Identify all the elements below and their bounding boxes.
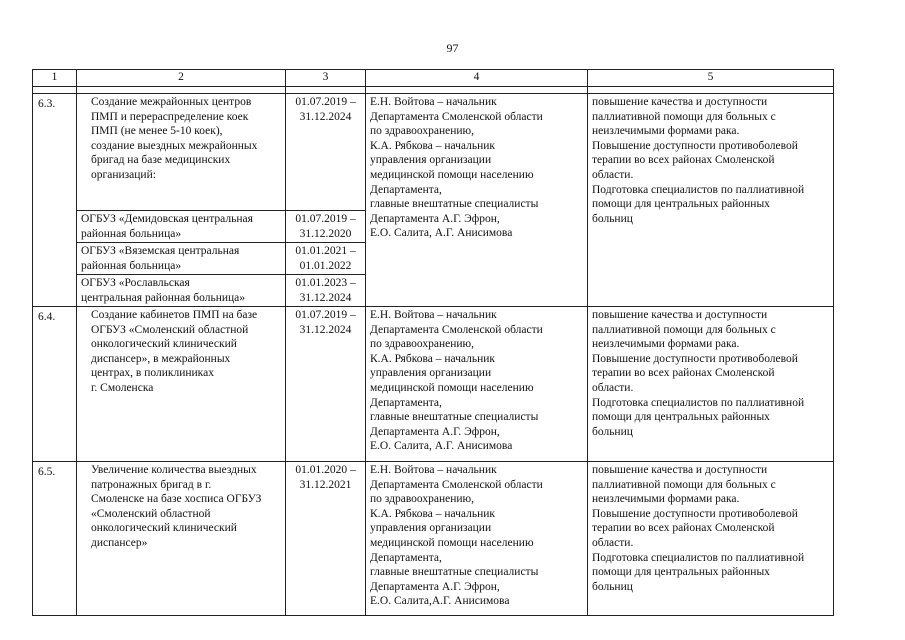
activity-line: онкологический клинический	[91, 338, 237, 351]
activity-line: Увеличение количества выездных	[91, 464, 257, 476]
header-cell: 3	[286, 70, 366, 87]
table-row	[33, 94, 834, 211]
result-line: больниц	[592, 580, 633, 593]
responsible-line: управления организации	[370, 522, 492, 535]
date-end: 31.12.2020	[299, 227, 352, 240]
responsible-line: Департамента А.Г. Эфрон,	[370, 425, 500, 438]
page-number: 97	[446, 41, 459, 55]
responsible-line: главные внештатные специалисты	[370, 411, 539, 424]
plan-table	[32, 69, 834, 616]
result-cell	[588, 307, 834, 462]
sub-activity-cell	[77, 275, 286, 307]
responsible-line: главные внештатные специалисты	[370, 198, 539, 211]
row-number: 6.4.	[33, 307, 77, 462]
result-line: Подготовка специалистов по паллиативной	[592, 396, 805, 409]
result-line: неизлечимыми формами рака.	[592, 125, 740, 138]
activity-cell	[77, 307, 286, 462]
date-end: 31.12.2024	[299, 291, 352, 304]
responsible-line: Департамента,	[370, 396, 442, 409]
activity-line: бригад на базе медицинских	[91, 154, 231, 167]
result-line: Подготовка специалистов по паллиативной	[592, 183, 805, 196]
activity-line: центрах, в поликлиниках	[91, 367, 214, 380]
result-line: повышение качества и доступности	[592, 96, 768, 108]
row-number: 6.3.	[33, 94, 77, 307]
responsible-line: Департамента Смоленской области	[370, 110, 543, 123]
responsible-line: Е.О. Салита,А.Г. Анисимова	[370, 595, 510, 608]
date-end: 31.12.2024	[299, 110, 352, 123]
responsible-line: Департамента,	[370, 183, 442, 196]
result-line: Повышение доступности противоболевой	[592, 352, 798, 365]
result-line: неизлечимыми формами рака.	[592, 493, 740, 506]
responsible-line: Е.О. Салита, А.Г. Анисимова	[370, 227, 513, 240]
result-line: Подготовка специалистов по паллиативной	[592, 551, 805, 564]
sub-activity-line: районная больница»	[81, 227, 182, 240]
result-line: терапии во всех районах Смоленской	[592, 522, 775, 535]
responsible-line: по здравоохранению,	[370, 338, 475, 351]
result-line: паллиативной помощи для больных с	[592, 110, 776, 123]
sub-activity-line: центральная районная больница»	[81, 291, 246, 304]
activity-line: г. Смоленска	[91, 381, 154, 394]
result-line: области.	[592, 168, 634, 181]
date-start: 01.07.2019 –	[295, 96, 356, 108]
responsible-line: К.А. Рябкова – начальник	[370, 507, 496, 520]
result-line: паллиативной помощи для больных с	[592, 323, 776, 336]
responsible-line: медицинской помощи населению	[370, 536, 534, 549]
result-line: терапии во всех районах Смоленской	[592, 154, 775, 167]
result-line: помощи для центральных районных	[592, 198, 770, 211]
header-row	[33, 70, 834, 87]
result-line: паллиативной помощи для больных с	[592, 478, 776, 491]
responsible-cell	[366, 94, 588, 307]
responsible-line: медицинской помощи населению	[370, 168, 534, 181]
date-start: 01.01.2020 –	[295, 464, 356, 476]
date-start: 01.01.2021 –	[295, 245, 356, 257]
activity-line: Создание межрайонных центров	[91, 96, 252, 108]
result-line: неизлечимыми формами рака.	[592, 338, 740, 351]
responsible-line: К.А. Рябкова – начальник	[370, 139, 496, 152]
responsible-line: Департамента Смоленской области	[370, 478, 543, 491]
row-number: 6.5.	[33, 462, 77, 616]
header-cell: 2	[77, 70, 286, 87]
table-row	[33, 307, 834, 462]
sub-activity-line: ОГБУЗ «Рославльская	[81, 277, 190, 289]
activity-line: диспансер», в межрайонных	[91, 352, 231, 365]
date-start: 01.07.2019 –	[295, 309, 356, 321]
sub-dates-cell	[286, 243, 366, 275]
result-line: Повышение доступности противоболевой	[592, 139, 798, 152]
date-end: 31.12.2024	[299, 323, 352, 336]
responsible-cell	[366, 462, 588, 616]
sub-activity-line: ОГБУЗ «Вяземская центральная	[81, 245, 240, 257]
dates-cell	[286, 307, 366, 462]
result-line: повышение качества и доступности	[592, 464, 768, 476]
activity-line: патронажных бригад в г.	[91, 478, 212, 491]
responsible-cell	[366, 307, 588, 462]
activity-line: Смоленске на базе хосписа ОГБУЗ	[91, 493, 262, 506]
responsible-line: управления организации	[370, 154, 492, 167]
responsible-line: Е.О. Салита, А.Г. Анисимова	[370, 440, 513, 453]
header-cell: 4	[366, 70, 588, 87]
header-cell: 1	[33, 70, 77, 87]
date-end: 01.01.2022	[299, 259, 352, 272]
activity-cell	[77, 94, 286, 211]
result-line: терапии во всех районах Смоленской	[592, 367, 775, 380]
result-cell	[588, 94, 834, 307]
result-line: больниц	[592, 212, 633, 225]
activity-line: создание выездных межрайонных	[91, 139, 258, 152]
result-line: больниц	[592, 425, 633, 438]
responsible-line: Департамента Смоленской области	[370, 323, 543, 336]
responsible-line: медицинской помощи населению	[370, 381, 534, 394]
responsible-line: по здравоохранению,	[370, 125, 475, 138]
responsible-line: Е.Н. Войтова – начальник	[370, 464, 497, 476]
spacer-row	[33, 87, 834, 94]
sub-activity-cell	[77, 243, 286, 275]
responsible-line: Е.Н. Войтова – начальник	[370, 309, 497, 321]
result-line: помощи для центральных районных	[592, 411, 770, 424]
responsible-line: Департамента,	[370, 551, 442, 564]
responsible-line: К.А. Рябкова – начальник	[370, 352, 496, 365]
responsible-line: главные внештатные специалисты	[370, 566, 539, 579]
date-start: 01.01.2023 –	[295, 277, 356, 289]
activity-line: ОГБУЗ «Смоленский областной	[91, 323, 249, 336]
sub-dates-cell	[286, 211, 366, 243]
responsible-line: Е.Н. Войтова – начальник	[370, 96, 497, 108]
sub-activity-cell	[77, 211, 286, 243]
dates-cell	[286, 94, 366, 211]
result-line: Повышение доступности противоболевой	[592, 507, 798, 520]
result-line: помощи для центральных районных	[592, 566, 770, 579]
sub-activity-line: ОГБУЗ «Демидовская центральная	[81, 213, 253, 225]
activity-line: организаций:	[91, 168, 156, 181]
activity-line: ПМП (не менее 5-10 коек),	[91, 125, 223, 138]
sub-activity-line: районная больница»	[81, 259, 182, 272]
header-cell: 5	[588, 70, 834, 87]
activity-line: онкологический клинический	[91, 522, 237, 535]
activity-line: «Смоленский областной	[91, 507, 211, 520]
responsible-line: управления организации	[370, 367, 492, 380]
table-row	[33, 462, 834, 616]
result-line: области.	[592, 381, 634, 394]
responsible-line: по здравоохранению,	[370, 493, 475, 506]
date-end: 31.12.2021	[299, 478, 352, 491]
result-line: повышение качества и доступности	[592, 309, 768, 321]
activity-cell	[77, 462, 286, 616]
activity-line: ПМП и перераспределение коек	[91, 110, 249, 123]
result-cell	[588, 462, 834, 616]
responsible-line: Департамента А.Г. Эфрон,	[370, 212, 500, 225]
responsible-line: Департамента А.Г. Эфрон,	[370, 580, 500, 593]
result-line: области.	[592, 536, 634, 549]
date-start: 01.07.2019 –	[295, 213, 356, 225]
activity-line: диспансер»	[91, 536, 148, 549]
activity-line: Создание кабинетов ПМП на базе	[91, 309, 258, 321]
sub-dates-cell	[286, 275, 366, 307]
dates-cell	[286, 462, 366, 616]
